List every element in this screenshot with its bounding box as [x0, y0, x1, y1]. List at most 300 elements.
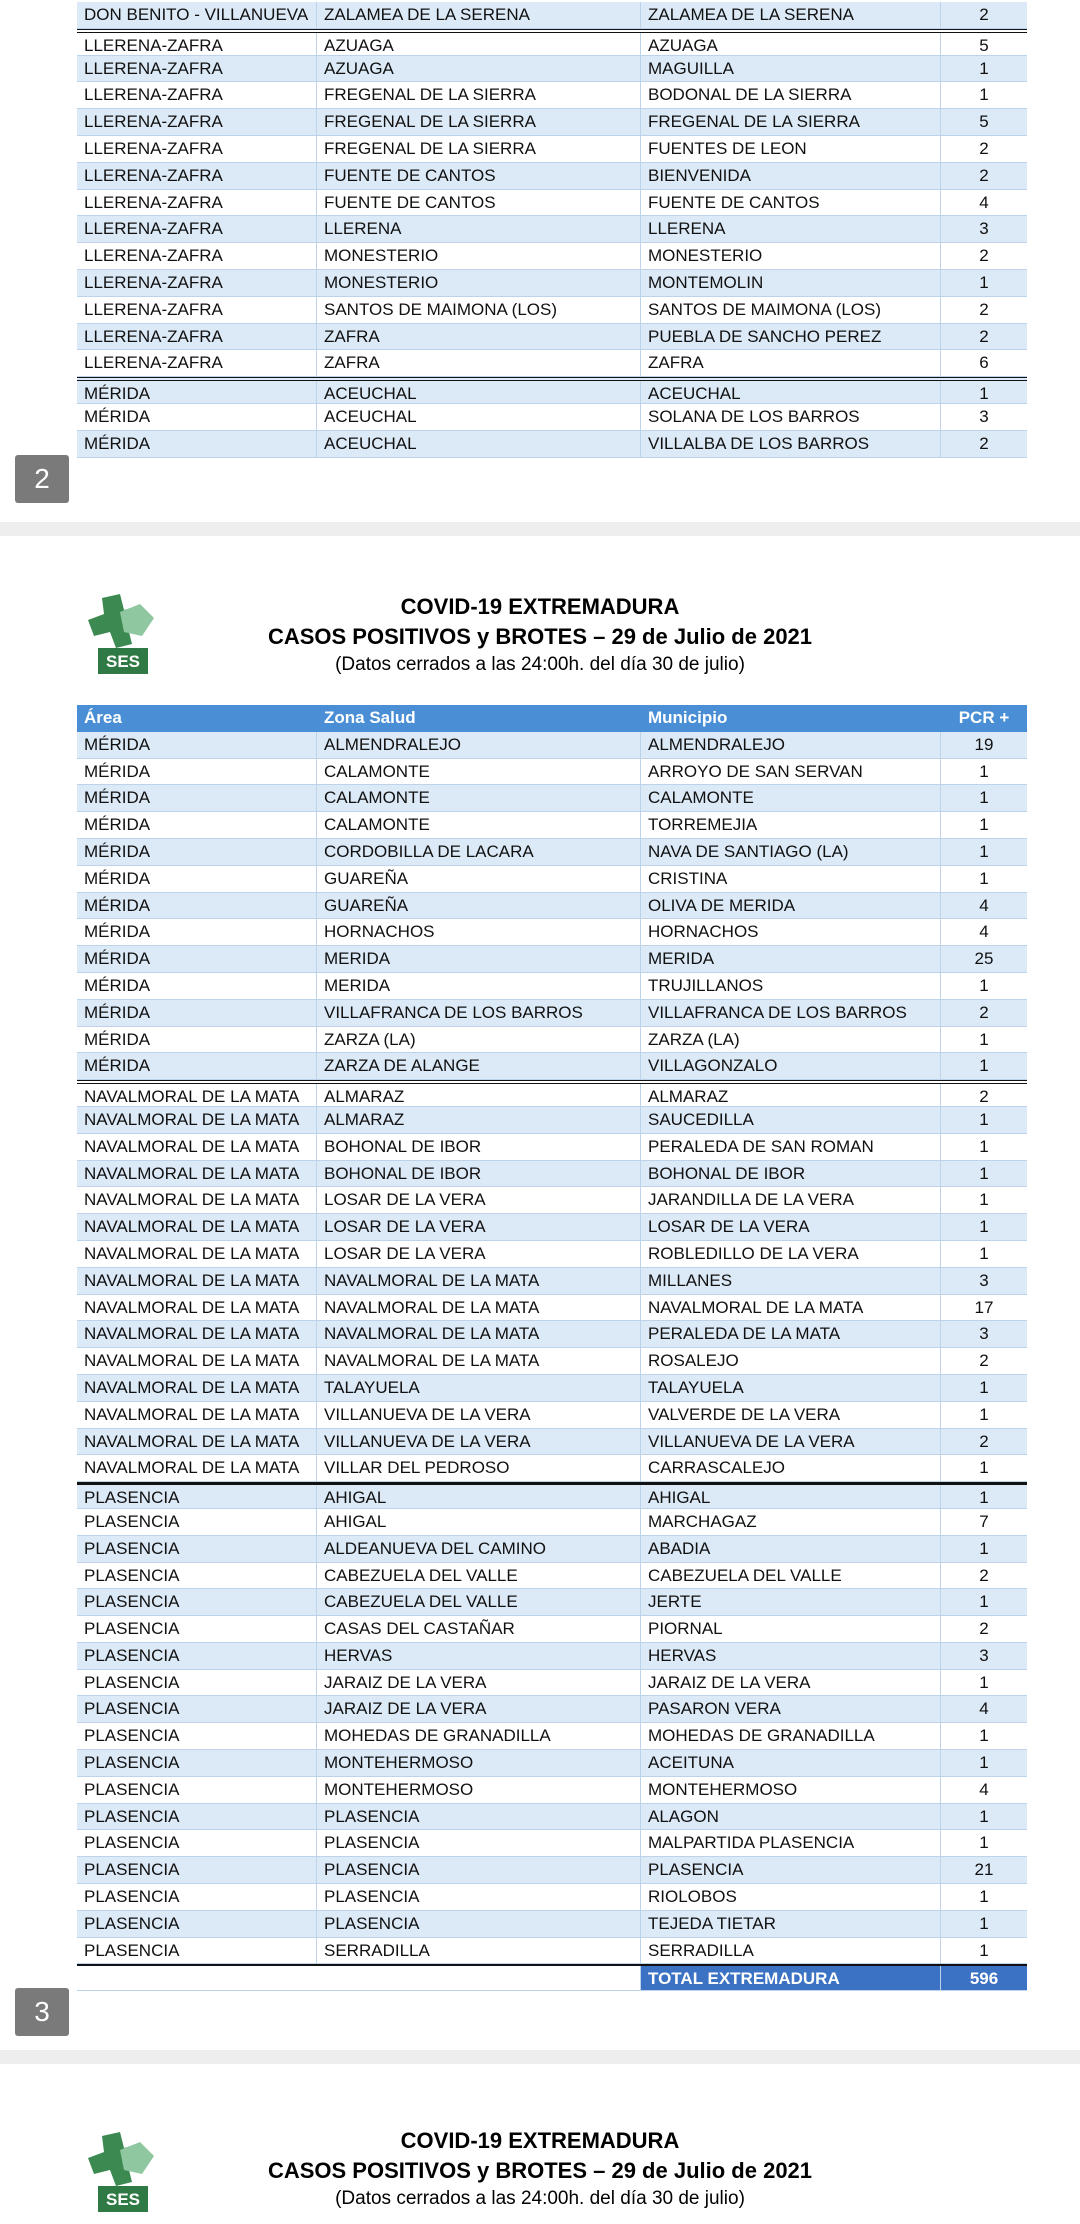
- table-row: [77, 1214, 1027, 1241]
- table-cell: RIOLOBOS: [640, 1884, 940, 1910]
- table-cell: 1: [940, 973, 1027, 999]
- table-row: [77, 1161, 1027, 1188]
- table-cell: ZAFRA: [324, 326, 380, 346]
- report-subtitle: CASOS POSITIVOS y BROTES – 29 de Julio de 2021: [267, 624, 813, 649]
- table-cell: LOSAR DE LA VERA: [324, 1243, 486, 1263]
- table-row: [77, 216, 1027, 243]
- page-number-badge: 2: [15, 455, 69, 503]
- total-label: TOTAL EXTREMADURA: [640, 1966, 940, 1990]
- table-cell: BOHONAL DE IBOR: [324, 1163, 482, 1183]
- table-cell: 2: [940, 1429, 1027, 1455]
- table-cell: PLASENCIA: [77, 1643, 317, 1669]
- table-cell: LLERENA-ZAFRA: [77, 270, 317, 296]
- table-cell: LOSAR DE LA VERA: [640, 1214, 940, 1240]
- table-cell: VILLAFRANCA DE LOS BARROS: [324, 1002, 583, 1022]
- table-row: [77, 839, 1027, 866]
- table-row: [77, 1777, 1027, 1804]
- table-cell: MONTEHERMOSO: [640, 1777, 940, 1803]
- table-cell: 6: [940, 350, 1027, 376]
- table-cell: FREGENAL DE LA SIERRA: [324, 138, 536, 158]
- table-row: [77, 1509, 1027, 1536]
- table-cell: GUAREÑA: [324, 868, 409, 888]
- table-cell: NAVALMORAL DE LA MATA: [77, 1161, 317, 1187]
- table-cell: FUENTES DE LEON: [640, 136, 940, 162]
- table-row: [77, 377, 1027, 404]
- cases-table-page-2: [77, 2, 1027, 458]
- table-cell: HORNACHOS: [640, 919, 940, 945]
- table-cell: MARCHAGAZ: [640, 1509, 940, 1535]
- table-row: [77, 1429, 1027, 1456]
- table-cell: 1: [940, 1053, 1027, 1079]
- table-cell: 1: [940, 381, 1027, 403]
- table-cell: PLASENCIA: [77, 1830, 317, 1856]
- table-cell: CABEZUELA DEL VALLE: [324, 1592, 518, 1612]
- table-cell: ALMARAZ: [324, 1087, 405, 1106]
- table-row: [77, 1295, 1027, 1322]
- table-cell: 4: [940, 893, 1027, 919]
- table-cell: TALAYUELA: [640, 1375, 940, 1401]
- table-cell: MÉRIDA: [77, 919, 317, 945]
- table-cell: 1: [940, 785, 1027, 811]
- table-cell: ZALAMEA DE LA SERENA: [324, 5, 530, 24]
- table-cell: JERTE: [640, 1589, 940, 1615]
- table-row: [77, 1107, 1027, 1134]
- table-cell: PLASENCIA: [77, 1857, 317, 1883]
- table-cell: ZAFRA: [640, 350, 940, 376]
- table-row: [77, 1643, 1027, 1670]
- table-cell: BIENVENIDA: [640, 163, 940, 189]
- table-cell: NAVALMORAL DE LA MATA: [77, 1455, 317, 1481]
- table-cell: MONESTERIO: [640, 243, 940, 269]
- document-page-2: [0, 0, 1080, 522]
- table-cell: LLERENA-ZAFRA: [77, 350, 317, 376]
- table-cell: NAVALMORAL DE LA MATA: [77, 1107, 317, 1133]
- table-cell: HERVAS: [324, 1645, 393, 1665]
- table-cell: 21: [940, 1857, 1027, 1883]
- table-row: [77, 109, 1027, 136]
- table-row: [77, 324, 1027, 351]
- table-cell: CABEZUELA DEL VALLE: [640, 1563, 940, 1589]
- table-cell: NAVALMORAL DE LA MATA: [77, 1321, 317, 1347]
- table-cell: FREGENAL DE LA SIERRA: [324, 85, 536, 105]
- table-cell: SAUCEDILLA: [640, 1107, 940, 1133]
- table-row: [77, 56, 1027, 83]
- table-cell: PLASENCIA: [324, 1860, 420, 1880]
- table-cell: MÉRIDA: [77, 1027, 317, 1053]
- table-cell: PLASENCIA: [77, 1750, 317, 1776]
- table-cell: 1: [940, 1214, 1027, 1240]
- table-cell: PLASENCIA: [77, 1696, 317, 1722]
- table-row: [77, 163, 1027, 190]
- table-row: [77, 404, 1027, 431]
- table-cell: JARAIZ DE LA VERA: [324, 1672, 487, 1692]
- table-cell: 7: [940, 1509, 1027, 1535]
- table-row: [77, 1375, 1027, 1402]
- table-row: [77, 1268, 1027, 1295]
- total-row: [77, 1964, 1027, 1991]
- table-cell: MERIDA: [324, 975, 391, 995]
- table-cell: GUAREÑA: [324, 895, 409, 915]
- table-cell: PASARON VERA: [640, 1696, 940, 1722]
- table-cell: NAVALMORAL DE LA MATA: [77, 1134, 317, 1160]
- table-cell: ACEUCHAL: [640, 381, 940, 403]
- table-row: [77, 1241, 1027, 1268]
- table-cell: 1: [940, 1161, 1027, 1187]
- table-cell: 2: [940, 2, 1027, 28]
- table-row: [77, 973, 1027, 1000]
- table-cell: LLERENA-ZAFRA: [77, 136, 317, 162]
- table-cell: NAVALMORAL DE LA MATA: [324, 1324, 540, 1344]
- table-cell: ACEUCHAL: [324, 406, 417, 426]
- table-cell: PLASENCIA: [640, 1857, 940, 1883]
- column-header: PCR +: [940, 705, 1027, 731]
- column-header: Municipio: [640, 705, 940, 731]
- table-cell: ALMARAZ: [640, 1084, 940, 1106]
- table-cell: MOHEDAS DE GRANADILLA: [640, 1723, 940, 1749]
- table-cell: AHIGAL: [324, 1511, 387, 1531]
- table-cell: LLERENA-ZAFRA: [77, 297, 317, 323]
- table-row: [77, 1884, 1027, 1911]
- report-title: COVID-19 EXTREMADURA: [400, 2128, 680, 2153]
- table-cell: FREGENAL DE LA SIERRA: [324, 112, 536, 132]
- table-cell: 1: [940, 1830, 1027, 1856]
- table-cell: FUENTE DE CANTOS: [324, 165, 496, 185]
- table-cell: MÉRIDA: [77, 1000, 317, 1026]
- table-row: [77, 812, 1027, 839]
- table-cell: CALAMONTE: [324, 761, 430, 781]
- table-cell: NAVALMORAL DE LA MATA: [77, 1268, 317, 1294]
- table-row: [77, 1536, 1027, 1563]
- table-cell: LLERENA-ZAFRA: [77, 109, 317, 135]
- table-cell: 5: [940, 33, 1027, 55]
- table-cell: NAVALMORAL DE LA MATA: [324, 1351, 540, 1371]
- table-cell: CRISTINA: [640, 866, 940, 892]
- table-cell: PERALEDA DE LA MATA: [640, 1321, 940, 1347]
- table-cell: LLERENA-ZAFRA: [77, 216, 317, 242]
- table-cell: MILLANES: [640, 1268, 940, 1294]
- table-cell: 1: [940, 1938, 1027, 1964]
- table-cell: VALVERDE DE LA VERA: [640, 1402, 940, 1428]
- document-page-4: [0, 2064, 1080, 2224]
- table-cell: ALMARAZ: [324, 1109, 405, 1129]
- table-cell: ZARZA DE ALANGE: [324, 1056, 480, 1076]
- table-cell: 3: [940, 404, 1027, 430]
- table-cell: TEJEDA TIETAR: [640, 1911, 940, 1937]
- table-cell: TORREMEJIA: [640, 812, 940, 838]
- table-cell: PLASENCIA: [77, 1589, 317, 1615]
- table-cell: 2: [940, 1563, 1027, 1589]
- table-cell: 1: [940, 1027, 1027, 1053]
- table-row: [77, 1804, 1027, 1831]
- table-cell: VILLANUEVA DE LA VERA: [324, 1404, 531, 1424]
- svg-text:SES: SES: [105, 2190, 141, 2209]
- table-cell: MOHEDAS DE GRANADILLA: [324, 1726, 551, 1746]
- table-row: [77, 1080, 1027, 1107]
- column-header: Zona Salud: [324, 708, 416, 727]
- table-cell: PLASENCIA: [77, 1509, 317, 1535]
- table-cell: NAVALMORAL DE LA MATA: [77, 1295, 317, 1321]
- table-cell: NAVALMORAL DE LA MATA: [324, 1270, 540, 1290]
- table-row: [77, 297, 1027, 324]
- table-cell: LLERENA-ZAFRA: [77, 324, 317, 350]
- table-cell: 5: [940, 109, 1027, 135]
- table-cell: VILLANUEVA DE LA VERA: [640, 1429, 940, 1455]
- table-cell: MONTEHERMOSO: [324, 1753, 474, 1773]
- total-value: 596: [940, 1966, 1027, 1990]
- table-cell: PLASENCIA: [77, 1777, 317, 1803]
- empty-cell: [77, 1966, 317, 1990]
- table-cell: LLERENA-ZAFRA: [77, 190, 317, 216]
- column-header: Área: [77, 705, 317, 731]
- table-cell: VILLAGONZALO: [640, 1053, 940, 1079]
- table-cell: BOHONAL DE IBOR: [640, 1161, 940, 1187]
- table-cell: LOSAR DE LA VERA: [324, 1190, 486, 1210]
- table-cell: LLERENA-ZAFRA: [77, 82, 317, 108]
- table-row: [77, 919, 1027, 946]
- table-cell: 1: [940, 270, 1027, 296]
- table-row: [77, 1911, 1027, 1938]
- table-cell: VILLALBA DE LOS BARROS: [640, 431, 940, 457]
- table-cell: 2: [940, 163, 1027, 189]
- table-cell: NAVALMORAL DE LA MATA: [77, 1348, 317, 1374]
- svg-text:SES: SES: [105, 652, 141, 671]
- table-cell: SERRADILLA: [324, 1940, 430, 1960]
- table-row: [77, 431, 1027, 458]
- table-cell: 1: [940, 1911, 1027, 1937]
- table-cell: MÉRIDA: [77, 381, 317, 403]
- table-cell: 1: [940, 839, 1027, 865]
- document-page-3: [0, 536, 1080, 2050]
- table-cell: MÉRIDA: [77, 732, 317, 758]
- table-row: [77, 243, 1027, 270]
- table-row: [77, 785, 1027, 812]
- table-row: [77, 1482, 1027, 1509]
- table-cell: 1: [940, 1485, 1027, 1508]
- table-cell: FUENTE DE CANTOS: [640, 190, 940, 216]
- table-cell: 4: [940, 190, 1027, 216]
- table-row: [77, 82, 1027, 109]
- table-row: [77, 1563, 1027, 1590]
- table-cell: NAVALMORAL DE LA MATA: [640, 1295, 940, 1321]
- table-cell: SOLANA DE LOS BARROS: [640, 404, 940, 430]
- table-cell: MÉRIDA: [77, 893, 317, 919]
- table-cell: 1: [940, 1107, 1027, 1133]
- table-cell: 1: [940, 759, 1027, 785]
- table-cell: AZUAGA: [640, 33, 940, 55]
- table-cell: BODONAL DE LA SIERRA: [640, 82, 940, 108]
- report-subtitle: CASOS POSITIVOS y BROTES – 29 de Julio de 2021: [267, 2158, 813, 2183]
- table-cell: 1: [940, 1187, 1027, 1213]
- table-cell: 1: [940, 1884, 1027, 1910]
- table-cell: PLASENCIA: [77, 1804, 317, 1830]
- table-cell: 2: [940, 431, 1027, 457]
- table-row: [77, 1402, 1027, 1429]
- table-cell: MÉRIDA: [77, 812, 317, 838]
- table-cell: ZARZA (LA): [324, 1029, 416, 1049]
- table-cell: 25: [940, 946, 1027, 972]
- table-cell: MAGUILLA: [640, 56, 940, 82]
- table-cell: 1: [940, 1804, 1027, 1830]
- table-row: [77, 270, 1027, 297]
- table-cell: HORNACHOS: [324, 922, 435, 942]
- table-cell: MONTEHERMOSO: [324, 1779, 474, 1799]
- table-cell: 3: [940, 1321, 1027, 1347]
- table-cell: MÉRIDA: [77, 839, 317, 865]
- table-row: [77, 1938, 1027, 1965]
- table-cell: 2: [940, 297, 1027, 323]
- table-cell: 1: [940, 1134, 1027, 1160]
- table-cell: 17: [940, 1295, 1027, 1321]
- table-cell: PLASENCIA: [77, 1911, 317, 1937]
- table-row: [77, 29, 1027, 56]
- table-cell: ALDEANUEVA DEL CAMINO: [324, 1538, 547, 1558]
- table-cell: 1: [940, 56, 1027, 82]
- table-cell: AZUAGA: [324, 35, 394, 55]
- table-cell: PLASENCIA: [77, 1616, 317, 1642]
- table-row: [77, 1321, 1027, 1348]
- table-cell: MÉRIDA: [77, 973, 317, 999]
- table-cell: LLERENA-ZAFRA: [77, 163, 317, 189]
- table-cell: FREGENAL DE LA SIERRA: [640, 109, 940, 135]
- table-cell: PLASENCIA: [77, 1485, 317, 1508]
- table-cell: ZALAMEA DE LA SERENA: [640, 2, 940, 28]
- table-cell: VILLAR DEL PEDROSO: [324, 1458, 510, 1478]
- table-cell: NAVALMORAL DE LA MATA: [77, 1084, 317, 1106]
- table-cell: 1: [940, 1375, 1027, 1401]
- table-row: [77, 866, 1027, 893]
- table-cell: 2: [940, 1000, 1027, 1026]
- table-cell: 1: [940, 1589, 1027, 1615]
- table-cell: ARROYO DE SAN SERVAN: [640, 759, 940, 785]
- table-row: [77, 1348, 1027, 1375]
- table-row: [77, 1750, 1027, 1777]
- table-cell: ROSALEJO: [640, 1348, 940, 1374]
- table-cell: PUEBLA DE SANCHO PEREZ: [640, 324, 940, 350]
- table-cell: SANTOS DE MAIMONA (LOS): [324, 299, 558, 319]
- table-cell: 2: [940, 1616, 1027, 1642]
- table-cell: ALMENDRALEJO: [324, 734, 461, 754]
- table-row: [77, 1723, 1027, 1750]
- table-cell: 2: [940, 1084, 1027, 1106]
- table-row: [77, 759, 1027, 786]
- table-cell: CALAMONTE: [324, 788, 430, 808]
- table-cell: MÉRIDA: [77, 785, 317, 811]
- table-cell: LLERENA: [640, 216, 940, 242]
- table-cell: 1: [940, 1241, 1027, 1267]
- table-cell: BOHONAL DE IBOR: [324, 1136, 482, 1156]
- table-cell: LLERENA-ZAFRA: [77, 243, 317, 269]
- table-cell: AZUAGA: [324, 58, 394, 78]
- table-cell: 1: [940, 1670, 1027, 1696]
- table-cell: MÉRIDA: [77, 759, 317, 785]
- table-row: [77, 1589, 1027, 1616]
- table-cell: MONESTERIO: [324, 272, 439, 292]
- table-row: [77, 1830, 1027, 1857]
- cases-table-page-3: [77, 705, 1027, 1991]
- table-cell: ALAGON: [640, 1804, 940, 1830]
- table-cell: ABADIA: [640, 1536, 940, 1562]
- table-cell: MÉRIDA: [77, 431, 317, 457]
- table-cell: LLERENA-ZAFRA: [77, 56, 317, 82]
- page-number-badge: 3: [15, 1988, 69, 2036]
- table-cell: CABEZUELA DEL VALLE: [324, 1565, 518, 1585]
- table-cell: ZARZA (LA): [640, 1027, 940, 1053]
- report-note: (Datos cerrados a las 24:00h. del día 30 de julio): [335, 654, 745, 675]
- table-cell: ROBLEDILLO DE LA VERA: [640, 1241, 940, 1267]
- table-cell: PLASENCIA: [77, 1536, 317, 1562]
- table-cell: SANTOS DE MAIMONA (LOS): [640, 297, 940, 323]
- table-cell: PIORNAL: [640, 1616, 940, 1642]
- table-cell: 1: [940, 82, 1027, 108]
- table-cell: NAVALMORAL DE LA MATA: [77, 1187, 317, 1213]
- table-cell: CALAMONTE: [640, 785, 940, 811]
- table-cell: 4: [940, 1777, 1027, 1803]
- table-cell: AHIGAL: [640, 1485, 940, 1508]
- table-cell: 1: [940, 1536, 1027, 1562]
- table-cell: ACEITUNA: [640, 1750, 940, 1776]
- table-cell: MÉRIDA: [77, 946, 317, 972]
- table-cell: MERIDA: [324, 949, 391, 969]
- table-cell: NAVA DE SANTIAGO (LA): [640, 839, 940, 865]
- table-cell: JARANDILLA DE LA VERA: [640, 1187, 940, 1213]
- table-cell: AHIGAL: [324, 1488, 387, 1508]
- table-cell: 1: [940, 1402, 1027, 1428]
- table-cell: CALAMONTE: [324, 815, 430, 835]
- table-cell: NAVALMORAL DE LA MATA: [324, 1297, 540, 1317]
- table-cell: VILLAFRANCA DE LOS BARROS: [640, 1000, 940, 1026]
- table-cell: MALPARTIDA PLASENCIA: [640, 1830, 940, 1856]
- table-cell: 1: [940, 866, 1027, 892]
- table-row: [77, 1670, 1027, 1697]
- table-cell: 2: [940, 243, 1027, 269]
- table-row: [77, 1616, 1027, 1643]
- table-cell: TALAYUELA: [324, 1377, 420, 1397]
- table-cell: 3: [940, 216, 1027, 242]
- table-cell: PLASENCIA: [77, 1563, 317, 1589]
- table-cell: DON BENITO - VILLANUEVA: [77, 2, 317, 28]
- table-cell: MÉRIDA: [77, 1053, 317, 1079]
- table-cell: MONESTERIO: [324, 246, 439, 266]
- table-cell: JARAIZ DE LA VERA: [324, 1699, 487, 1719]
- table-row: [77, 732, 1027, 759]
- table-cell: PLASENCIA: [77, 1884, 317, 1910]
- table-cell: OLIVA DE MERIDA: [640, 893, 940, 919]
- table-cell: PLASENCIA: [324, 1833, 420, 1853]
- table-cell: CASAS DEL CASTAÑAR: [324, 1619, 515, 1639]
- table-row: [77, 1857, 1027, 1884]
- table-cell: NAVALMORAL DE LA MATA: [77, 1214, 317, 1240]
- table-cell: TRUJILLANOS: [640, 973, 940, 999]
- table-cell: PLASENCIA: [324, 1806, 420, 1826]
- table-cell: LLERENA: [324, 219, 402, 239]
- table-cell: 2: [940, 324, 1027, 350]
- table-row: [77, 1053, 1027, 1080]
- table-row: [77, 1455, 1027, 1482]
- table-row: [77, 1696, 1027, 1723]
- table-cell: NAVALMORAL DE LA MATA: [77, 1429, 317, 1455]
- table-cell: PLASENCIA: [77, 1723, 317, 1749]
- table-cell: MERIDA: [640, 946, 940, 972]
- table-cell: ZAFRA: [324, 353, 380, 373]
- table-row: [77, 946, 1027, 973]
- table-cell: MONTEMOLIN: [640, 270, 940, 296]
- table-cell: 1: [940, 1455, 1027, 1481]
- table-cell: 4: [940, 1696, 1027, 1722]
- table-cell: 19: [940, 732, 1027, 758]
- table-cell: MÉRIDA: [77, 866, 317, 892]
- table-cell: 2: [940, 136, 1027, 162]
- table-cell: PLASENCIA: [77, 1670, 317, 1696]
